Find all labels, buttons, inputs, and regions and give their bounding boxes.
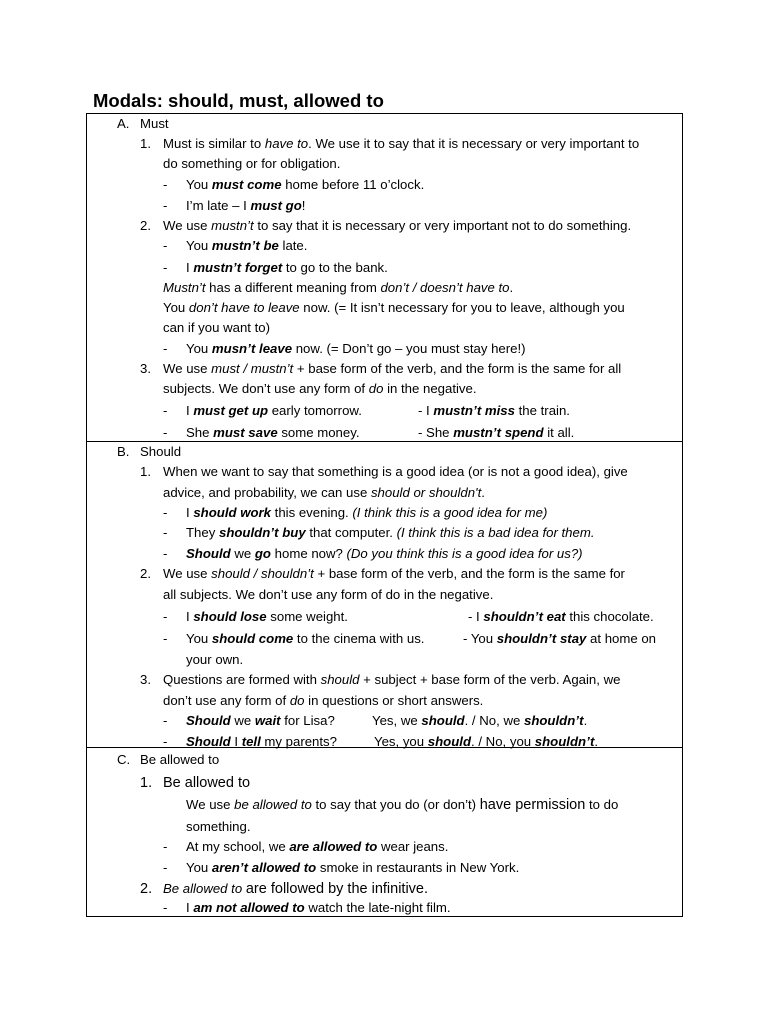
point-number: 2.	[140, 881, 153, 897]
section-be-allowed-to	[86, 747, 683, 917]
dash-bullet: -	[163, 505, 168, 520]
example-sentence: Should I tell my parents?	[186, 734, 337, 749]
explanation-line: We use mustn’t to say that it is necessary or very important not to do something.	[163, 218, 632, 233]
explanation-line: all subjects. We don’t use any form of do in the negative.	[163, 587, 494, 602]
example-sentence: I’m late – I must go!	[186, 198, 306, 213]
example-sentence: You mustn’t be late.	[186, 238, 308, 253]
page-title: Modals: should, must, allowed to	[93, 90, 384, 111]
explanation-line: Must is similar to have to. We use it to say that it is necessary or very important to	[163, 136, 640, 151]
note-line: Mustn’t has a different meaning from don’t / doesn’t have to.	[163, 280, 514, 295]
example-sentence: You should come to the cinema with us.	[186, 631, 425, 646]
example-sentence: I should work this evening. (I think this is a good idea for me)	[186, 505, 548, 520]
section-must	[86, 113, 683, 442]
section-letter: A.	[117, 116, 130, 131]
section-heading: Must	[140, 116, 169, 131]
dash-bullet: -	[163, 403, 168, 418]
point-number: 3.	[140, 361, 151, 376]
section-heading: Be allowed to	[140, 752, 220, 767]
dash-bullet: -	[163, 260, 168, 275]
example-sentence: You aren’t allowed to smoke in restaurants in New York.	[186, 860, 520, 875]
example-sentence: - I shouldn’t eat this chocolate.	[468, 609, 654, 624]
dash-bullet: -	[163, 341, 168, 356]
explanation-line: We use should / shouldn’t + base form of the verb, and the form is the same for	[163, 566, 625, 581]
dash-bullet: -	[163, 198, 168, 213]
dash-bullet: -	[163, 839, 168, 854]
dash-bullet: -	[163, 525, 168, 540]
example-sentence: At my school, we are allowed to wear jeans.	[186, 839, 449, 854]
explanation-line: Be allowed to are followed by the infinitive.	[163, 881, 429, 897]
explanation-line: We use be allowed to to say that you do (or don’t) have permission to do	[186, 797, 619, 813]
example-sentence: I must get up early tomorrow.	[186, 403, 362, 418]
example-sentence: She must save some money.	[186, 425, 360, 440]
dash-bullet: -	[163, 631, 168, 646]
note-line: You don’t have to leave now. (= It isn’t necessary for you to leave, although you	[163, 300, 625, 315]
section-heading: Should	[140, 444, 182, 459]
section-should	[86, 441, 683, 748]
explanation-line: We use must / mustn’t + base form of the verb, and the form is the same for all	[163, 361, 622, 376]
explanation-line: Questions are formed with should + subject + base form of the verb. Again, we	[163, 672, 621, 687]
dash-bullet: -	[163, 425, 168, 440]
point-heading: Be allowed to	[163, 775, 251, 791]
dash-bullet: -	[163, 609, 168, 624]
example-sentence: I am not allowed to watch the late-night film.	[186, 900, 451, 915]
point-number: 3.	[140, 672, 151, 687]
point-number: 1.	[140, 136, 151, 151]
point-number: 2.	[140, 218, 151, 233]
explanation-line: advice, and probability, we can use should or shouldn't.	[163, 485, 485, 500]
explanation-line: do something or for obligation.	[163, 156, 341, 171]
note-line: can if you want to)	[163, 320, 271, 335]
point-number: 1.	[140, 464, 151, 479]
dash-bullet: -	[163, 860, 168, 875]
dash-bullet: -	[163, 900, 168, 915]
point-number: 2.	[140, 566, 151, 581]
explanation-line: subjects. We don’t use any form of do in the negative.	[163, 381, 477, 396]
example-answer: Yes, you should. / No, you shouldn’t.	[374, 734, 599, 749]
example-sentence: They shouldn’t buy that computer. (I think this is a bad idea for them.	[186, 525, 595, 540]
dash-bullet: -	[163, 713, 168, 728]
example-sentence: Should we go home now? (Do you think this is a good idea for us?)	[186, 546, 583, 561]
example-sentence: - I mustn’t miss the train.	[418, 403, 570, 418]
example-sentence: You musn’t leave now. (= Don’t go – you must stay here!)	[186, 341, 526, 356]
explanation-line: don’t use any form of do in questions or short answers.	[163, 693, 484, 708]
explanation-line: When we want to say that something is a good idea (or is not a good idea), give	[163, 464, 628, 479]
dash-bullet: -	[163, 546, 168, 561]
section-letter: B.	[117, 444, 130, 459]
example-sentence: I mustn’t forget to go to the bank.	[186, 260, 388, 275]
dash-bullet: -	[163, 734, 168, 749]
example-answer: Yes, we should. / No, we shouldn’t.	[372, 713, 588, 728]
dash-bullet: -	[163, 177, 168, 192]
example-sentence: You must come home before 11 o’clock.	[186, 177, 425, 192]
example-sentence: Should we wait for Lisa?	[186, 713, 335, 728]
section-letter: C.	[117, 752, 131, 767]
example-sentence: - She mustn’t spend it all.	[418, 425, 575, 440]
dash-bullet: -	[163, 238, 168, 253]
example-sentence: - You shouldn’t stay at home on	[463, 631, 657, 646]
explanation-line: something.	[186, 819, 251, 834]
example-sentence: your own.	[186, 652, 244, 667]
point-number: 1.	[140, 775, 153, 791]
example-sentence: I should lose some weight.	[186, 609, 348, 624]
